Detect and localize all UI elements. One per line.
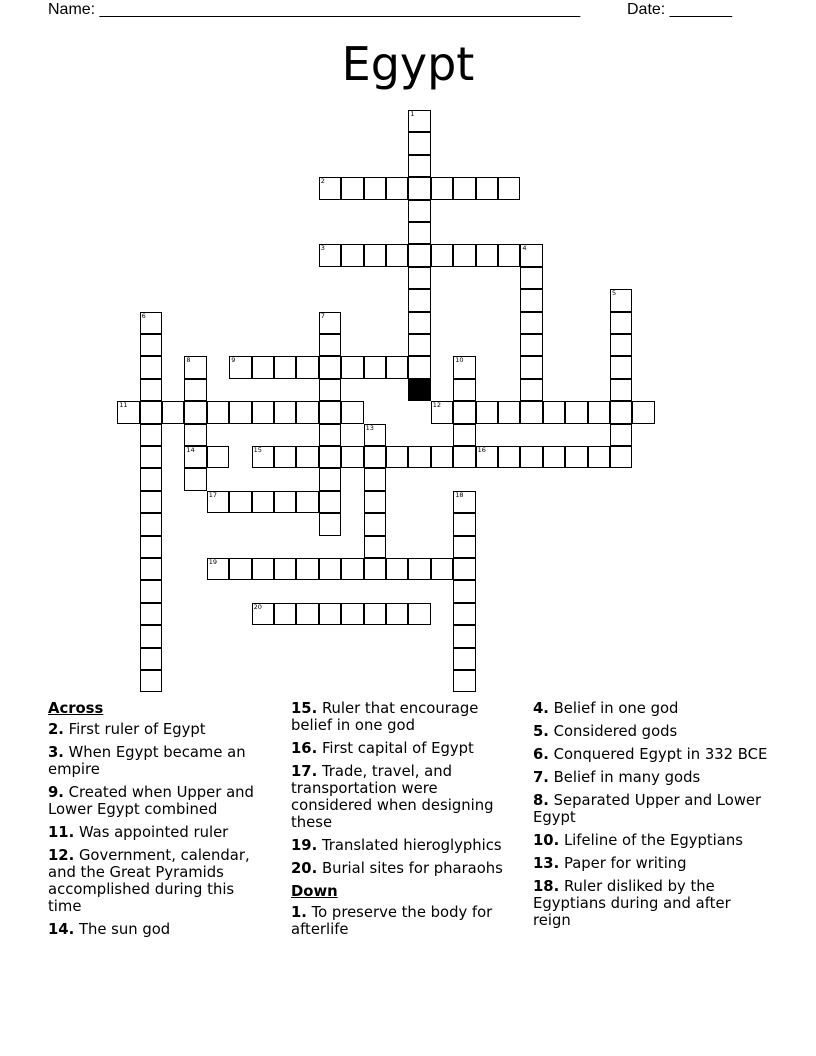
crossword-cell[interactable] <box>140 491 162 513</box>
crossword-cell[interactable] <box>408 558 430 580</box>
crossword-cell[interactable] <box>140 648 162 670</box>
crossword-cell[interactable] <box>476 401 498 423</box>
crossword-cell[interactable] <box>184 468 206 490</box>
crossword-cell[interactable] <box>453 401 475 423</box>
crossword-cell[interactable] <box>364 558 386 580</box>
crossword-cell[interactable] <box>229 558 251 580</box>
across-clue: 3. When Egypt became an empire <box>48 744 246 778</box>
down-clue: 13. Paper for writing <box>533 855 687 872</box>
crossword-cell[interactable] <box>408 312 430 334</box>
crossword-cell[interactable] <box>319 603 341 625</box>
clue-number-label: 10 <box>455 356 464 365</box>
crossword-cell[interactable] <box>364 603 386 625</box>
crossword-cell[interactable] <box>408 603 430 625</box>
crossword-cell[interactable] <box>408 289 430 311</box>
crossword-cell[interactable] <box>296 491 318 513</box>
crossword-cell[interactable] <box>520 334 542 356</box>
down-clue: 5. Considered gods <box>533 723 678 740</box>
crossword-cell[interactable] <box>140 424 162 446</box>
crossword-cell[interactable] <box>632 401 654 423</box>
crossword-cell[interactable] <box>364 177 386 199</box>
crossword-cell[interactable] <box>252 401 274 423</box>
crossword-cell[interactable] <box>408 200 430 222</box>
across-clue: 11. Was appointed ruler <box>48 824 229 841</box>
crossword-cell[interactable] <box>140 401 162 423</box>
crossword-cell[interactable] <box>296 558 318 580</box>
crossword-cell[interactable] <box>207 401 229 423</box>
across-clue: 19. Translated hieroglyphics <box>291 837 502 854</box>
down-clue: 8. Separated Upper and Lower Egypt <box>533 792 762 826</box>
clue-column-3 <box>533 700 773 935</box>
crossword-cell[interactable] <box>296 401 318 423</box>
across-clue: 9. Created when Upper and Lower Egypt combined <box>48 784 254 818</box>
crossword-cell[interactable] <box>341 356 363 378</box>
crossword-cell[interactable] <box>252 491 274 513</box>
crossword-cell[interactable] <box>453 670 475 692</box>
clue-column-1 <box>48 700 270 944</box>
black-square <box>408 379 430 401</box>
crossword-cell[interactable] <box>140 446 162 468</box>
clue-number-label: 5 <box>612 289 617 298</box>
crossword-cell[interactable] <box>274 401 296 423</box>
crossword-cell[interactable] <box>520 401 542 423</box>
crossword-cell[interactable] <box>319 558 341 580</box>
down-clue: 1. To preserve the body for afterlife <box>291 904 493 938</box>
crossword-cell[interactable] <box>319 468 341 490</box>
crossword-cell[interactable] <box>207 446 229 468</box>
crossword-cell[interactable] <box>610 334 632 356</box>
crossword-cell[interactable] <box>453 648 475 670</box>
across-clue: 15. Ruler that encourage belief in one god <box>291 700 479 734</box>
crossword-cell[interactable] <box>274 491 296 513</box>
crossword-cell[interactable] <box>386 356 408 378</box>
clue-number-label: 17 <box>208 490 218 499</box>
crossword-cell[interactable] <box>341 446 363 468</box>
crossword-cell[interactable] <box>274 558 296 580</box>
crossword-cell[interactable] <box>341 244 363 266</box>
crossword-cell[interactable] <box>364 356 386 378</box>
crossword-cell[interactable] <box>140 468 162 490</box>
crossword-cell[interactable] <box>341 177 363 199</box>
crossword-cell[interactable] <box>274 446 296 468</box>
clue-number-label: 11 <box>119 401 128 410</box>
crossword-cell[interactable] <box>386 558 408 580</box>
puzzle-title: Egypt <box>341 37 475 91</box>
crossword-cell[interactable] <box>610 356 632 378</box>
crossword-cell[interactable] <box>431 446 453 468</box>
crossword-cell[interactable] <box>319 334 341 356</box>
crossword-cell[interactable] <box>431 558 453 580</box>
crossword-cell[interactable] <box>453 536 475 558</box>
crossword-cell[interactable] <box>453 177 475 199</box>
clue-number-label: 20 <box>253 602 262 611</box>
clue-number-label: 4 <box>522 244 527 253</box>
clue-number-label: 18 <box>455 490 464 499</box>
across-clue: 14. The sun god <box>48 921 171 938</box>
crossword-cell[interactable] <box>140 558 162 580</box>
crossword-cell[interactable] <box>252 356 274 378</box>
crossword-cell[interactable] <box>364 536 386 558</box>
clue-number-label: 15 <box>253 446 262 454</box>
crossword-cell[interactable] <box>140 334 162 356</box>
across-heading: Across <box>48 700 104 717</box>
clue-number-label: 8 <box>186 356 191 365</box>
crossword-cell[interactable] <box>364 513 386 535</box>
crossword-cell[interactable] <box>498 401 520 423</box>
crossword-cell[interactable] <box>453 379 475 401</box>
crossword-cell[interactable] <box>520 289 542 311</box>
crossword-cell[interactable] <box>408 446 430 468</box>
crossword-cell[interactable] <box>520 356 542 378</box>
across-clue: 16. First capital of Egypt <box>291 740 474 757</box>
crossword-cell[interactable] <box>341 558 363 580</box>
crossword-cell[interactable] <box>610 446 632 468</box>
across-clue: 2. First ruler of Egypt <box>48 721 206 738</box>
clue-number-label: 7 <box>320 311 325 320</box>
clue-number-label: 16 <box>477 446 486 454</box>
crossword-cell[interactable] <box>319 424 341 446</box>
crossword-cell[interactable] <box>543 446 565 468</box>
crossword-cell[interactable] <box>431 244 453 266</box>
crossword-cell[interactable] <box>520 379 542 401</box>
crossword-cell[interactable] <box>184 401 206 423</box>
crossword-cell[interactable] <box>140 513 162 535</box>
crossword-cell[interactable] <box>543 401 565 423</box>
crossword-cell[interactable] <box>386 177 408 199</box>
crossword-cell[interactable] <box>453 603 475 625</box>
crossword-cell[interactable] <box>408 244 430 266</box>
clue-number-label: 6 <box>141 311 146 320</box>
crossword-cell[interactable] <box>341 603 363 625</box>
crossword-cell[interactable] <box>296 446 318 468</box>
crossword-cell[interactable] <box>610 424 632 446</box>
crossword-cell[interactable] <box>476 177 498 199</box>
crossword-cell[interactable] <box>162 401 184 423</box>
crossword-cell[interactable] <box>610 401 632 423</box>
crossword-cell[interactable] <box>610 312 632 334</box>
crossword-cell[interactable] <box>453 558 475 580</box>
crossword-cell[interactable] <box>520 312 542 334</box>
crossword-cell[interactable] <box>408 356 430 378</box>
crossword-cell[interactable] <box>140 580 162 602</box>
crossword-cell[interactable] <box>498 177 520 199</box>
crossword-cell[interactable] <box>319 491 341 513</box>
clue-number-label: 19 <box>208 558 218 566</box>
crossword-cell[interactable] <box>565 446 587 468</box>
crossword-cell[interactable] <box>319 513 341 535</box>
across-clue: 17. Trade, travel, and transportation were considered when designing these <box>291 763 494 831</box>
crossword-cell[interactable] <box>274 356 296 378</box>
down-clue: 4. Belief in one god <box>533 700 679 717</box>
crossword-cell[interactable] <box>364 491 386 513</box>
crossword-cell[interactable] <box>588 401 610 423</box>
down-clue: 7. Belief in many gods <box>533 769 701 786</box>
across-clue: 12. Government, calendar, and the Great Pyramids accomplished during this time <box>48 847 250 915</box>
crossword-cell[interactable] <box>408 132 430 154</box>
crossword-cell[interactable] <box>453 580 475 602</box>
clue-number-label: 1 <box>410 110 415 118</box>
clue-number-label: 13 <box>365 423 374 432</box>
crossword-cell[interactable] <box>252 558 274 580</box>
crossword-cell[interactable] <box>140 536 162 558</box>
crossword-cell[interactable] <box>408 222 430 244</box>
crossword-cell[interactable] <box>296 356 318 378</box>
crossword-cell[interactable] <box>274 603 296 625</box>
crossword-cell[interactable] <box>520 446 542 468</box>
crossword-cell[interactable] <box>408 155 430 177</box>
name-field-label[interactable]: Name: ______________________________________________________ <box>48 1 581 18</box>
across-clue: 20. Burial sites for pharaohs <box>291 860 503 877</box>
crossword-cell[interactable] <box>140 379 162 401</box>
clue-number-label: 9 <box>231 356 236 365</box>
crossword-cell[interactable] <box>229 401 251 423</box>
crossword-cell[interactable] <box>453 446 475 468</box>
crossword-cell[interactable] <box>453 513 475 535</box>
crossword-cell[interactable] <box>319 379 341 401</box>
clue-column-2 <box>291 700 519 944</box>
crossword-cell[interactable] <box>565 401 587 423</box>
crossword-cell[interactable] <box>431 177 453 199</box>
crossword-cell[interactable] <box>408 177 430 199</box>
crossword-cell[interactable] <box>319 446 341 468</box>
crossword-cell[interactable] <box>453 625 475 647</box>
crossword-cell[interactable] <box>498 446 520 468</box>
clue-number-label: 2 <box>320 177 325 186</box>
clue-number-label: 14 <box>186 446 195 454</box>
crossword-cell[interactable] <box>588 446 610 468</box>
crossword-cell[interactable] <box>610 379 632 401</box>
crossword-cell[interactable] <box>140 356 162 378</box>
crossword-cell[interactable] <box>520 267 542 289</box>
clue-number-label: 3 <box>320 244 325 253</box>
crossword-cell[interactable] <box>364 244 386 266</box>
down-clue: 10. Lifeline of the Egyptians <box>533 832 743 849</box>
down-heading: Down <box>291 883 338 900</box>
crossword-cell[interactable] <box>408 267 430 289</box>
crossword-cell[interactable] <box>386 603 408 625</box>
crossword-cell[interactable] <box>386 446 408 468</box>
crossword-cell[interactable] <box>386 244 408 266</box>
crossword-cell[interactable] <box>364 468 386 490</box>
date-field-label[interactable]: Date: _______ <box>627 1 732 18</box>
crossword-cell[interactable] <box>140 603 162 625</box>
crossword-cell[interactable] <box>476 244 498 266</box>
crossword-cell[interactable] <box>319 356 341 378</box>
crossword-cell[interactable] <box>453 244 475 266</box>
crossword-cell[interactable] <box>364 446 386 468</box>
crossword-cell[interactable] <box>184 424 206 446</box>
crossword-cell[interactable] <box>498 244 520 266</box>
crossword-cell[interactable] <box>229 491 251 513</box>
crossword-cell[interactable] <box>184 379 206 401</box>
crossword-cell[interactable] <box>140 670 162 692</box>
clue-number-label: 12 <box>432 401 442 410</box>
down-clue: 18. Ruler disliked by the Egyptians during and after reign <box>533 878 731 929</box>
down-clue: 6. Conquered Egypt in 332 BCE <box>533 746 768 763</box>
crossword-cell[interactable] <box>140 625 162 647</box>
crossword-cell[interactable] <box>341 401 363 423</box>
crossword-cell[interactable] <box>408 334 430 356</box>
crossword-cell[interactable] <box>453 424 475 446</box>
crossword-cell[interactable] <box>296 603 318 625</box>
crossword-cell[interactable] <box>319 401 341 423</box>
